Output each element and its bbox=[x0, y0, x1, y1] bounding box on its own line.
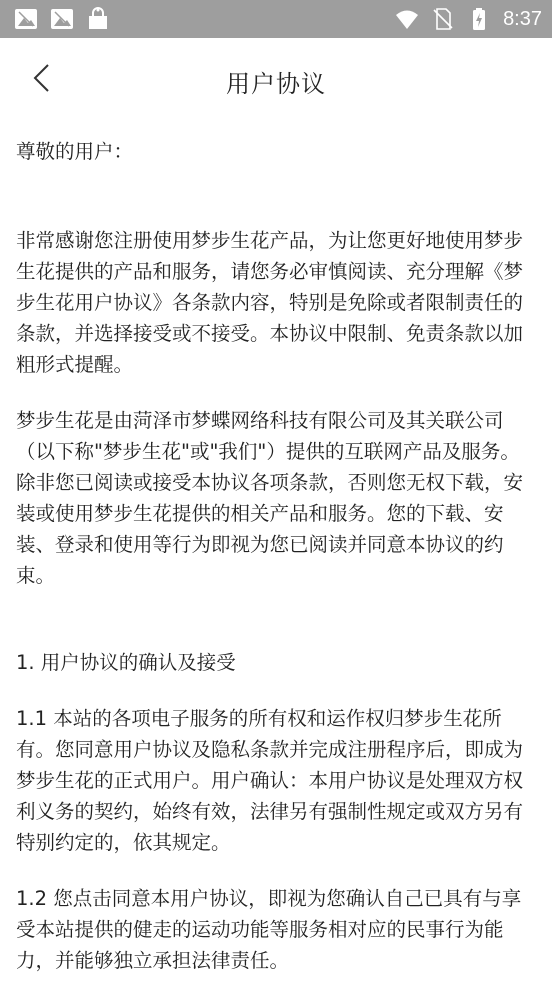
greeting-text: 尊敬的用户： bbox=[16, 140, 134, 163]
agreement-paragraph: 1.2 您点击同意本用户协议，即视为您确认自己已具有与享受本站提供的健走的运动功能等服务相对应的民事行为能力，并能够独立承担法律责任。 bbox=[16, 887, 522, 972]
wifi-icon bbox=[395, 7, 419, 31]
agreement-content bbox=[0, 136, 552, 976]
back-button[interactable] bbox=[20, 58, 64, 102]
status-bar bbox=[0, 0, 552, 38]
bag-icon bbox=[86, 7, 110, 31]
battery-charging-icon bbox=[467, 7, 491, 31]
app-header bbox=[0, 38, 552, 124]
status-time: 8:37 bbox=[503, 7, 542, 30]
agreement-paragraph: 梦步生花是由菏泽市梦蝶网络科技有限公司及其关联公司（以下称"梦步生花"或"我们"）提供的互联网产品及服务。除非您已阅读或接受本协议各项条款，否则您无权下载，安装或使用梦步生花提供的相关产品和服务。您的下载、安装、登录和使用等行为即视为您已阅读并同意本协议的约束。 bbox=[16, 409, 524, 587]
no-sim-icon bbox=[431, 7, 455, 31]
page-title: 用户协议 bbox=[226, 69, 326, 98]
section-heading: 1. 用户协议的确认及接受 bbox=[16, 651, 236, 674]
status-left-icons bbox=[14, 7, 110, 31]
status-right-icons bbox=[395, 7, 542, 31]
agreement-paragraph: 非常感谢您注册使用梦步生花产品，为让您更好地使用梦步生花提供的产品和服务，请您务必审慎阅读、充分理解《梦步生花用户协议》各条款内容，特别是免除或者限制责任的条款，并选择接受或不接受。本协议中限制、免责条款以加粗形式提醒。 bbox=[16, 229, 524, 376]
image-icon bbox=[50, 7, 74, 31]
agreement-paragraph: 1.1 本站的各项电子服务的所有权和运作权归梦步生花所有。您同意用户协议及隐私条款并完成注册程序后，即成为梦步生花的正式用户。用户确认：本用户协议是处理双方权利义务的契约，始终有效，法律另有强制性规定或双方另有特别约定的，依其规定。 bbox=[16, 707, 524, 854]
chevron-left-icon bbox=[31, 63, 53, 97]
image-icon bbox=[14, 7, 38, 31]
